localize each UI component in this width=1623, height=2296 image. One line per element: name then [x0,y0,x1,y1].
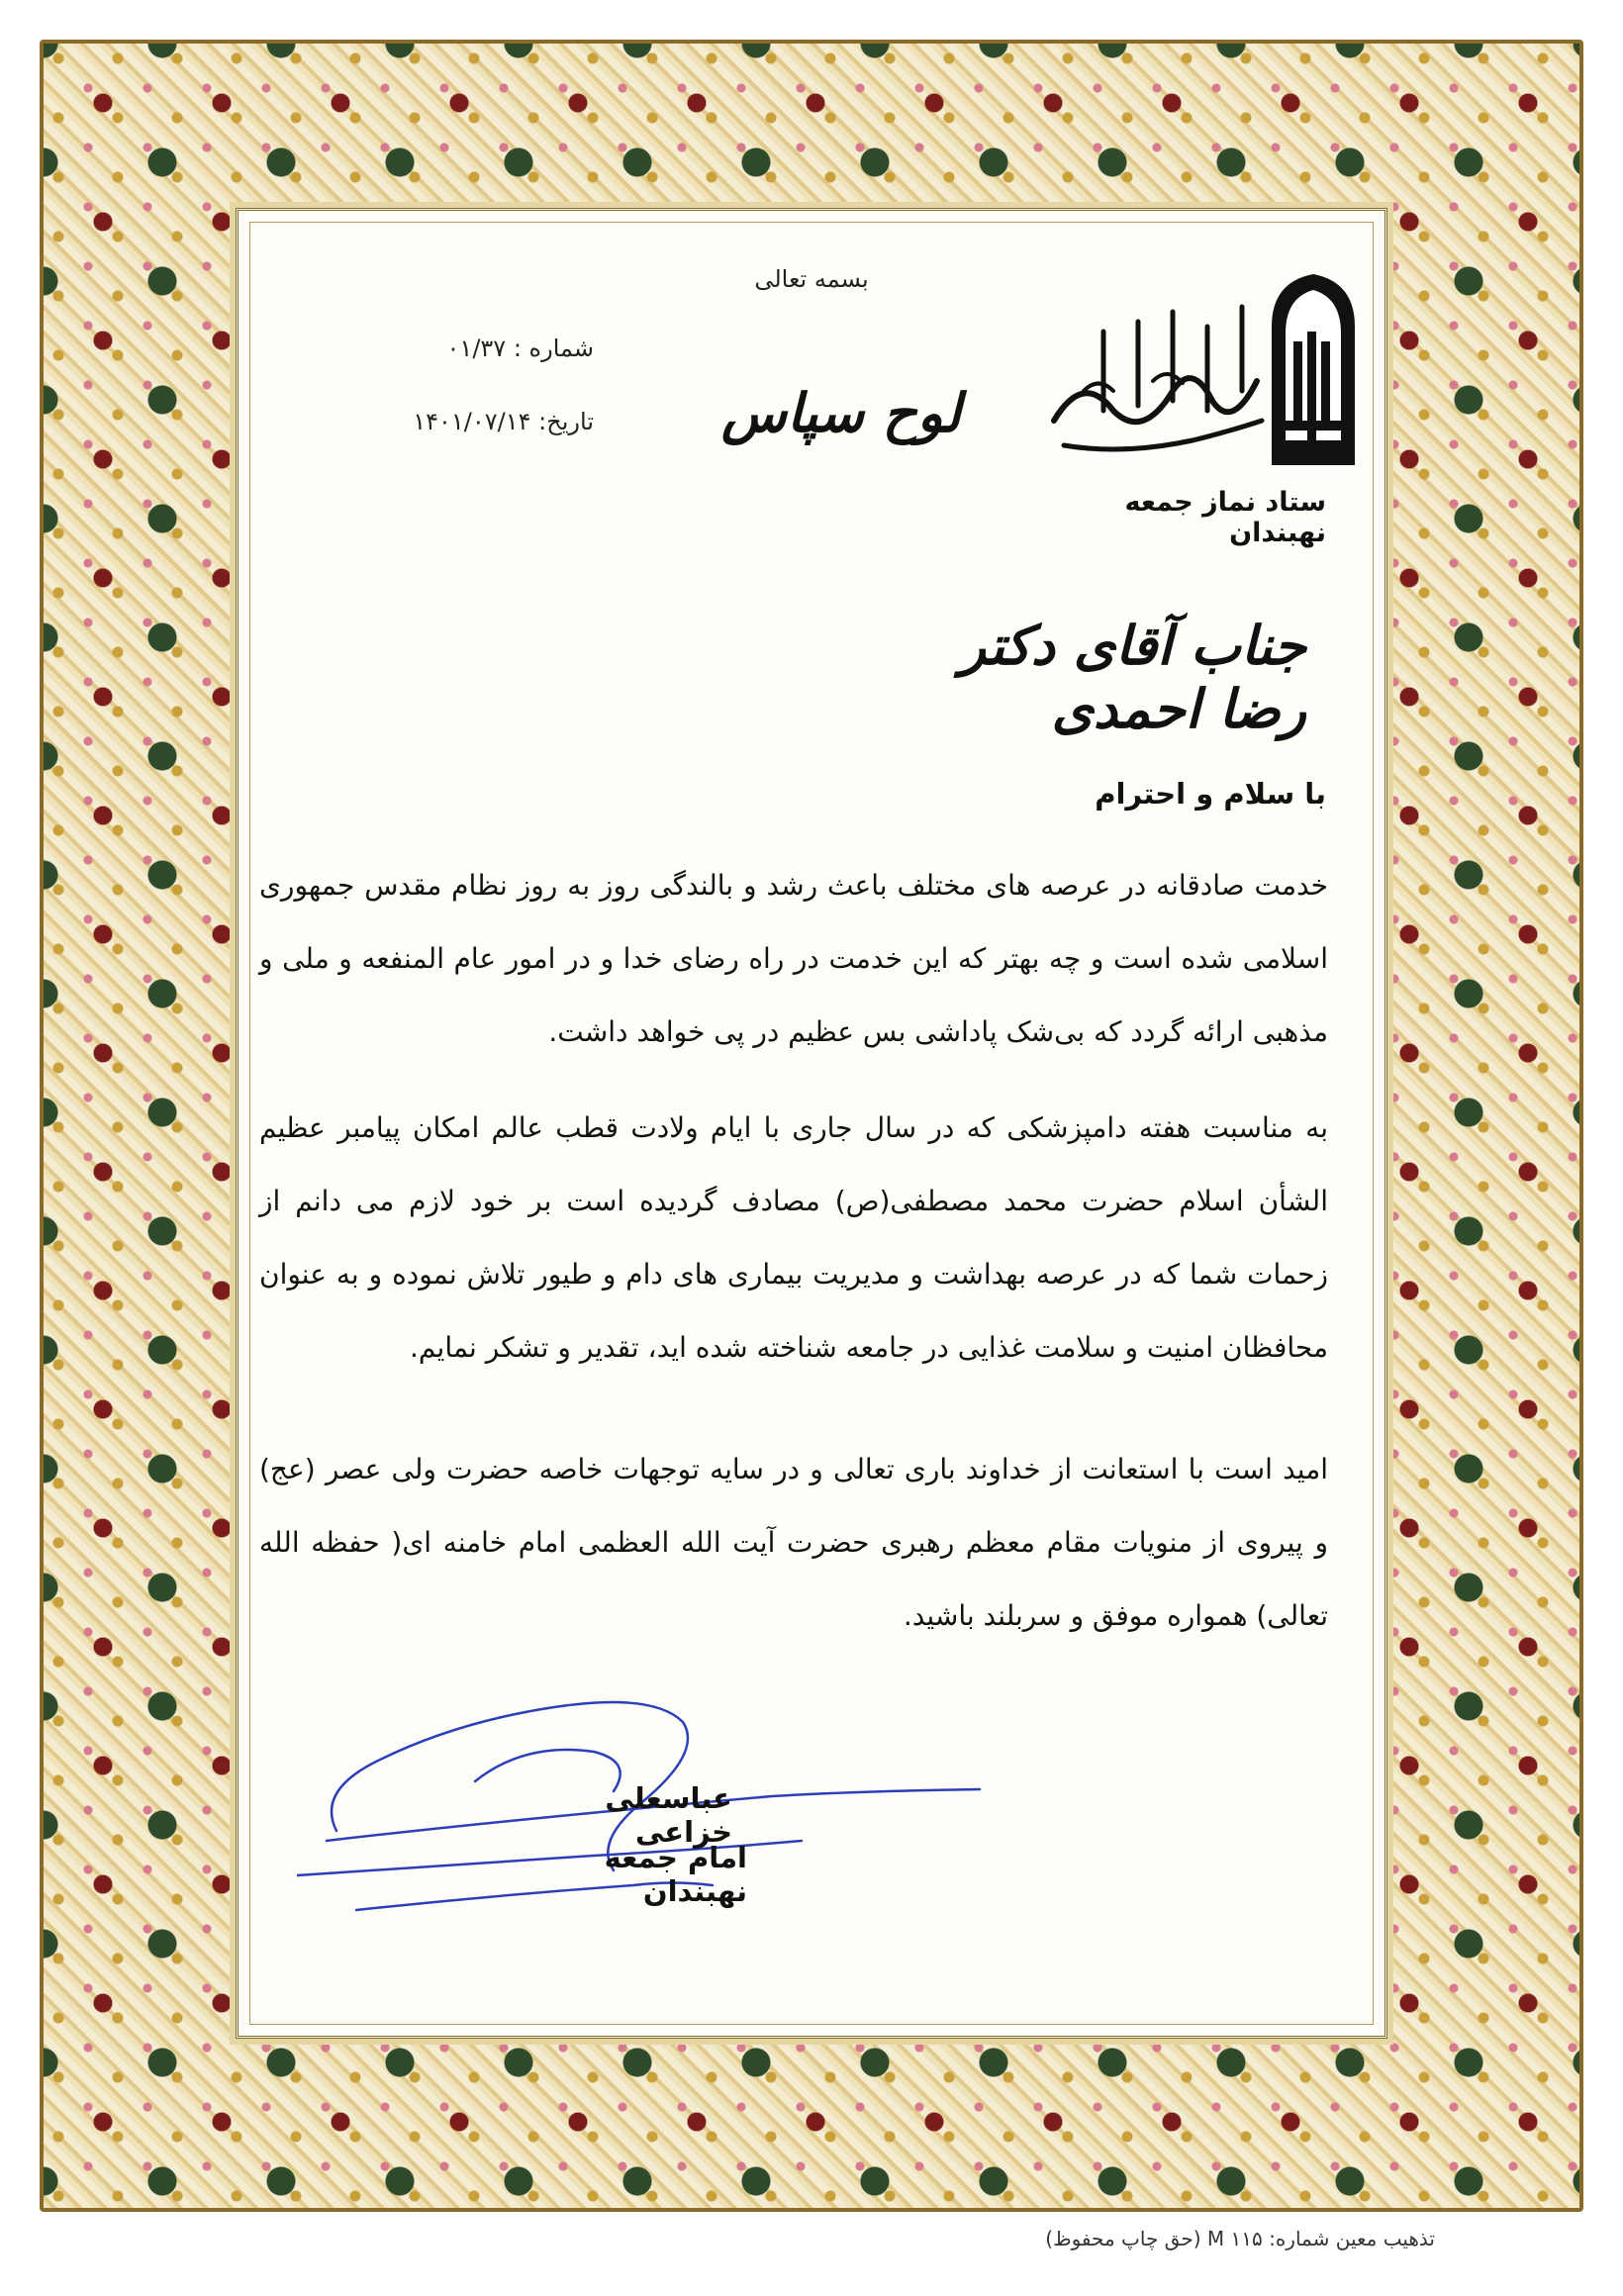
body-paragraph: خدمت صادقانه در عرصه های مختلف باعث رشد و بالندگی روز به روز نظام مقدس جمهوری اسلامی شده است و چه بهتر که این خدمت در راه رضای خدا و در امور عام المنفعه و ملی و مذهبی ارائه گردد که بی‌شک پاداشی بس عظیم در پی خواهد داشت. [259,869,1328,1048]
basmala: بسمه تعالی [754,265,869,293]
logo-calligraphy [1054,307,1262,449]
letter-number: شماره : ۰۱/۳۷ [446,335,594,362]
body-paragraph: امید است با استعانت از خداوند باری تعالی و در سایه توجهات خاصه حضرت ولی عصر (عج) و پیروی از منویات مقام معظم رهبری حضرت آیت الله العظمی امام خامنه ای( حفظه الله تعالی) همواره موفق و سربلند باشید. [259,1453,1328,1632]
signatory-title: امام جمعه نهبندان [604,1841,747,1908]
signatory-name: عباسعلی خزاعی [605,1781,732,1849]
mihrab-icon [1272,274,1355,465]
certificate-title: لوح سپاس [721,381,961,444]
body-paragraph: به مناسبت هفته دامپزشکی که در سال جاری با ایام ولادت قطب عالم امکان پیامبر عظیم الشأن اسلام حضرت محمد مصطفی(ص) مصادف گردیده است بر خود لازم می دانم از زحمات شما که در عرصه بهداشت و مدیریت بیماری های دام و طیور تلاش نموده و به عنوان محافظان امنیت و سلامت غذایی در جامعه شناخته شده اید، تقدیر و تشکر نمایم. [259,1111,1328,1364]
letter-date: تاریخ: ۱۴۰۱/۰۷/۱۴ [413,408,594,435]
print-credit: تذهیب معین شماره: M ۱۱۵ (حق چاپ محفوظ) [1045,2227,1435,2250]
recipient-name: جناب آقای دکتر رضا احمدی [960,614,1306,740]
salutation: با سلام و احترام [1095,777,1326,811]
organization-logo [1044,272,1366,470]
organization-name: ستاد نماز جمعه نهبندان [1124,487,1326,548]
